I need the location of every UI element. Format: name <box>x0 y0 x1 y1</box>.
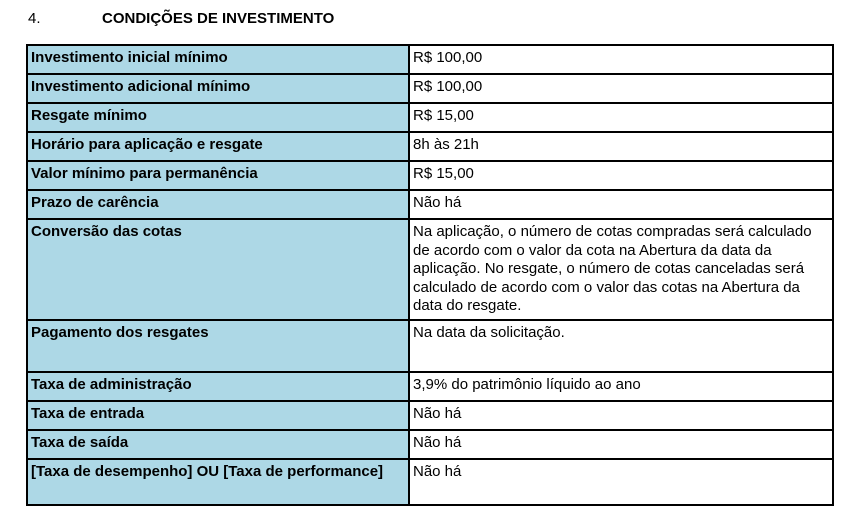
row-value: 3,9% do patrimônio líquido ao ano <box>409 372 833 401</box>
table-row <box>27 74 833 103</box>
row-value: R$ 100,00 <box>409 74 833 103</box>
table-row <box>27 132 833 161</box>
row-label: Horário para aplicação e resgate <box>27 132 409 161</box>
section-heading <box>28 10 334 27</box>
row-label: Taxa de saída <box>27 430 409 459</box>
row-value: Não há <box>409 401 833 430</box>
row-label: Investimento adicional mínimo <box>27 74 409 103</box>
section-number: 4. <box>28 10 41 27</box>
table-row <box>27 190 833 219</box>
row-value: R$ 15,00 <box>409 161 833 190</box>
row-value: 8h às 21h <box>409 132 833 161</box>
section-title: CONDIÇÕES DE INVESTIMENTO <box>102 10 335 27</box>
row-label: Pagamento dos resgates <box>27 320 409 372</box>
table-row <box>27 320 833 372</box>
table-row <box>27 219 833 320</box>
row-value: Não há <box>409 459 833 505</box>
row-label: Investimento inicial mínimo <box>27 45 409 74</box>
row-value: R$ 100,00 <box>409 45 833 74</box>
row-value: R$ 15,00 <box>409 103 833 132</box>
row-value: Na aplicação, o número de cotas compradas será calculado de acordo com o valor da cota na Abertura da data da aplicação. No resgate, o número de cotas canceladas será calculado de acordo com o valor das cotas na Abertura da data do resgate. <box>409 219 833 320</box>
table-row <box>27 45 833 74</box>
row-label: Taxa de entrada <box>27 401 409 430</box>
table-row <box>27 161 833 190</box>
investment-conditions-table <box>26 44 834 506</box>
row-label: Taxa de administração <box>27 372 409 401</box>
row-label: [Taxa de desempenho] OU [Taxa de performance] <box>27 459 409 505</box>
row-value: Não há <box>409 430 833 459</box>
row-label: Conversão das cotas <box>27 219 409 320</box>
table-row <box>27 401 833 430</box>
table-row <box>27 459 833 505</box>
table-row <box>27 430 833 459</box>
row-value: Não há <box>409 190 833 219</box>
row-label: Valor mínimo para permanência <box>27 161 409 190</box>
table-row <box>27 372 833 401</box>
table-row <box>27 103 833 132</box>
row-value: Na data da solicitação. <box>409 320 833 372</box>
row-label: Prazo de carência <box>27 190 409 219</box>
row-label: Resgate mínimo <box>27 103 409 132</box>
